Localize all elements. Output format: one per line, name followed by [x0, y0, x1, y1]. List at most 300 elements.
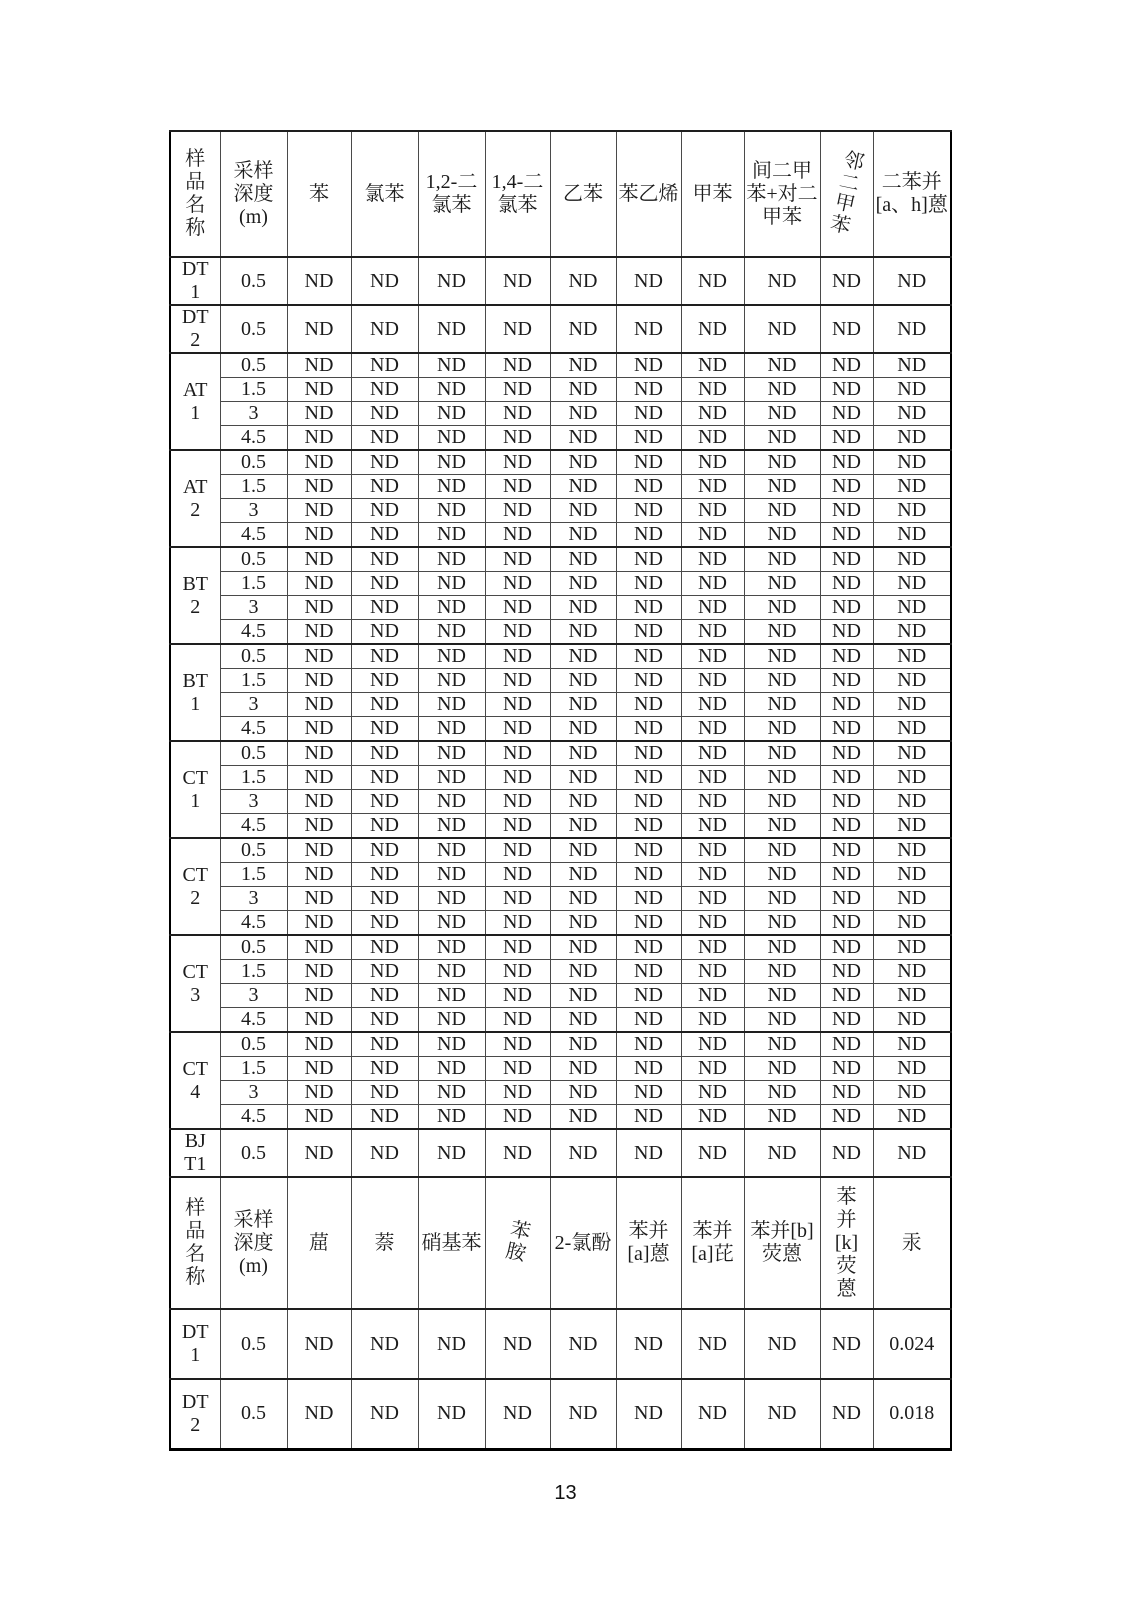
- value-cell: ND: [485, 1129, 550, 1177]
- value-cell: ND: [873, 838, 951, 863]
- depth-cell: 3: [220, 790, 287, 814]
- value-cell: ND: [873, 475, 951, 499]
- depth-cell: 0.5: [220, 741, 287, 766]
- value-cell: ND: [351, 935, 418, 960]
- value-cell: ND: [550, 572, 616, 596]
- value-cell: ND: [485, 547, 550, 572]
- value-cell: ND: [485, 644, 550, 669]
- value-cell: ND: [744, 984, 820, 1008]
- value-cell: ND: [744, 475, 820, 499]
- value-cell: ND: [681, 1032, 744, 1057]
- value-cell: ND: [550, 814, 616, 839]
- value-cell: ND: [873, 1105, 951, 1130]
- value-cell: ND: [820, 1105, 873, 1130]
- cell-text: 苯并[b]荧蒽: [750, 1220, 814, 1265]
- cell-text: 二苯并[a、h]蒽: [875, 171, 948, 216]
- value-cell: ND: [744, 1309, 820, 1379]
- cell-text: AT2: [183, 475, 208, 521]
- depth-cell: 3: [220, 693, 287, 717]
- value-cell: ND: [485, 1032, 550, 1057]
- value-cell: ND: [616, 572, 681, 596]
- header-analyte: [351, 131, 418, 257]
- header-sample-name: [170, 131, 220, 257]
- value-cell: ND: [418, 644, 485, 669]
- header-analyte: [550, 131, 616, 257]
- header-depth: [220, 1177, 287, 1309]
- value-cell: ND: [744, 1105, 820, 1130]
- value-cell: ND: [485, 353, 550, 378]
- value-cell: ND: [616, 547, 681, 572]
- cell-text: 2-氯酚: [554, 1231, 612, 1254]
- value-cell: ND: [287, 814, 351, 839]
- value-cell: ND: [616, 644, 681, 669]
- value-cell: ND: [744, 1081, 820, 1105]
- value-cell: ND: [351, 766, 418, 790]
- value-cell: ND: [744, 741, 820, 766]
- value-cell: ND: [550, 1057, 616, 1081]
- value-cell: ND: [681, 402, 744, 426]
- depth-cell: 1.5: [220, 863, 287, 887]
- value-cell: ND: [820, 814, 873, 839]
- value-cell: ND: [820, 523, 873, 548]
- value-cell: ND: [616, 863, 681, 887]
- value-cell: ND: [820, 620, 873, 645]
- value-cell: ND: [744, 257, 820, 305]
- value-cell: ND: [820, 911, 873, 936]
- value-cell: ND: [418, 911, 485, 936]
- cell-text: 甲苯: [692, 182, 733, 205]
- value-cell: 0.024: [873, 1309, 951, 1379]
- value-cell: ND: [820, 305, 873, 353]
- value-cell: ND: [351, 960, 418, 984]
- cell-text: DT2: [181, 1390, 209, 1436]
- value-cell: ND: [550, 1008, 616, 1033]
- value-cell: ND: [485, 766, 550, 790]
- value-cell: ND: [351, 450, 418, 475]
- value-cell: ND: [681, 1081, 744, 1105]
- sample-group-cell: [170, 1379, 220, 1449]
- value-cell: ND: [820, 378, 873, 402]
- value-cell: ND: [681, 984, 744, 1008]
- value-cell: ND: [485, 814, 550, 839]
- value-cell: ND: [681, 523, 744, 548]
- value-cell: ND: [873, 790, 951, 814]
- value-cell: ND: [681, 596, 744, 620]
- value-cell: ND: [744, 1129, 820, 1177]
- value-cell: ND: [681, 766, 744, 790]
- value-cell: ND: [550, 717, 616, 742]
- value-cell: ND: [681, 620, 744, 645]
- value-cell: ND: [418, 450, 485, 475]
- value-cell: ND: [287, 378, 351, 402]
- value-cell: ND: [351, 838, 418, 863]
- value-cell: ND: [550, 960, 616, 984]
- value-cell: ND: [485, 499, 550, 523]
- value-cell: ND: [485, 596, 550, 620]
- cell-text: BT2: [182, 572, 209, 618]
- header-analyte-vertical-text: 邻 二 甲 苯: [827, 148, 866, 238]
- value-cell: ND: [550, 644, 616, 669]
- cell-text: 1,2-二氯苯: [425, 171, 478, 216]
- value-cell: ND: [418, 960, 485, 984]
- value-cell: ND: [485, 960, 550, 984]
- value-cell: ND: [550, 426, 616, 451]
- value-cell: ND: [744, 669, 820, 693]
- value-cell: ND: [550, 935, 616, 960]
- value-cell: ND: [287, 1057, 351, 1081]
- value-cell: ND: [351, 257, 418, 305]
- value-cell: ND: [616, 596, 681, 620]
- value-cell: ND: [418, 402, 485, 426]
- value-cell: ND: [550, 1081, 616, 1105]
- value-cell: ND: [616, 1105, 681, 1130]
- value-cell: ND: [351, 790, 418, 814]
- value-cell: ND: [418, 257, 485, 305]
- value-cell: ND: [351, 1032, 418, 1057]
- depth-cell: 0.5: [220, 547, 287, 572]
- value-cell: ND: [418, 669, 485, 693]
- depth-cell: 0.5: [220, 838, 287, 863]
- value-cell: ND: [287, 257, 351, 305]
- value-cell: ND: [681, 572, 744, 596]
- value-cell: ND: [485, 572, 550, 596]
- value-cell: ND: [351, 814, 418, 839]
- value-cell: ND: [485, 475, 550, 499]
- value-cell: ND: [744, 693, 820, 717]
- value-cell: ND: [820, 887, 873, 911]
- value-cell: ND: [616, 1057, 681, 1081]
- value-cell: ND: [820, 790, 873, 814]
- value-cell: ND: [616, 523, 681, 548]
- depth-cell: 1.5: [220, 766, 287, 790]
- header-analyte: [550, 1177, 616, 1309]
- value-cell: ND: [873, 935, 951, 960]
- value-cell: ND: [418, 1081, 485, 1105]
- value-cell: ND: [744, 450, 820, 475]
- value-cell: ND: [616, 984, 681, 1008]
- value-cell: ND: [744, 523, 820, 548]
- value-cell: ND: [287, 1105, 351, 1130]
- value-cell: ND: [681, 693, 744, 717]
- depth-cell: 0.5: [220, 1309, 287, 1379]
- value-cell: ND: [485, 838, 550, 863]
- header-analyte: [744, 1177, 820, 1309]
- value-cell: ND: [485, 1081, 550, 1105]
- header-analyte: [873, 131, 951, 257]
- value-cell: ND: [550, 863, 616, 887]
- value-cell: ND: [418, 596, 485, 620]
- value-cell: ND: [550, 1032, 616, 1057]
- value-cell: ND: [485, 741, 550, 766]
- sample-group-cell: [170, 1309, 220, 1379]
- value-cell: ND: [820, 257, 873, 305]
- value-cell: ND: [550, 620, 616, 645]
- value-cell: ND: [287, 572, 351, 596]
- value-cell: ND: [485, 1008, 550, 1033]
- value-cell: ND: [418, 523, 485, 548]
- page-number: 13: [554, 1482, 577, 1504]
- value-cell: ND: [681, 669, 744, 693]
- value-cell: ND: [820, 644, 873, 669]
- value-cell: ND: [550, 596, 616, 620]
- header-analyte: [873, 1177, 951, 1309]
- value-cell: ND: [744, 402, 820, 426]
- value-cell: ND: [616, 475, 681, 499]
- value-cell: ND: [287, 1032, 351, 1057]
- value-cell: ND: [287, 790, 351, 814]
- sample-group-cell: [170, 305, 220, 353]
- value-cell: ND: [418, 717, 485, 742]
- value-cell: ND: [744, 1032, 820, 1057]
- value-cell: ND: [616, 960, 681, 984]
- value-cell: ND: [418, 1379, 485, 1449]
- value-cell: ND: [681, 1379, 744, 1449]
- value-cell: ND: [287, 1129, 351, 1177]
- value-cell: ND: [550, 305, 616, 353]
- value-cell: ND: [616, 305, 681, 353]
- sample-group-cell: [170, 644, 220, 741]
- sample-group-cell: [170, 838, 220, 935]
- value-cell: ND: [351, 1105, 418, 1130]
- header-analyte: [744, 131, 820, 257]
- value-cell: ND: [873, 499, 951, 523]
- value-cell: ND: [820, 353, 873, 378]
- cell-text: 1,4-二氯苯: [491, 171, 544, 216]
- value-cell: ND: [744, 547, 820, 572]
- value-cell: ND: [681, 911, 744, 936]
- cell-text: 乙苯: [563, 182, 603, 205]
- value-cell: ND: [351, 984, 418, 1008]
- value-cell: ND: [744, 499, 820, 523]
- value-cell: ND: [351, 1081, 418, 1105]
- value-cell: ND: [418, 1309, 485, 1379]
- value-cell: ND: [351, 741, 418, 766]
- value-cell: ND: [616, 669, 681, 693]
- value-cell: ND: [485, 426, 550, 451]
- value-cell: ND: [418, 838, 485, 863]
- value-cell: ND: [873, 693, 951, 717]
- value-cell: ND: [550, 693, 616, 717]
- value-cell: ND: [681, 1057, 744, 1081]
- value-cell: ND: [681, 1309, 744, 1379]
- value-cell: ND: [485, 620, 550, 645]
- value-cell: ND: [550, 499, 616, 523]
- value-cell: ND: [873, 523, 951, 548]
- cell-text: DT1: [181, 258, 209, 303]
- value-cell: ND: [820, 863, 873, 887]
- value-cell: ND: [287, 838, 351, 863]
- value-cell: ND: [351, 644, 418, 669]
- value-cell: ND: [418, 305, 485, 353]
- value-cell: ND: [681, 741, 744, 766]
- value-cell: ND: [820, 596, 873, 620]
- value-cell: ND: [681, 717, 744, 742]
- depth-cell: 1.5: [220, 475, 287, 499]
- value-cell: ND: [873, 257, 951, 305]
- cell-text: CT2: [182, 863, 209, 909]
- value-cell: ND: [616, 814, 681, 839]
- depth-cell: 0.5: [220, 1129, 287, 1177]
- cell-text: 苯并[a]芘: [691, 1220, 734, 1265]
- value-cell: ND: [351, 572, 418, 596]
- value-cell: ND: [616, 426, 681, 451]
- value-cell: ND: [287, 960, 351, 984]
- value-cell: ND: [820, 475, 873, 499]
- value-cell: ND: [418, 499, 485, 523]
- value-cell: ND: [485, 257, 550, 305]
- value-cell: ND: [550, 402, 616, 426]
- depth-cell: 0.5: [220, 1379, 287, 1449]
- depth-cell: 0.5: [220, 644, 287, 669]
- value-cell: ND: [287, 547, 351, 572]
- value-cell: ND: [873, 1008, 951, 1033]
- value-cell: ND: [681, 1008, 744, 1033]
- value-cell: ND: [418, 766, 485, 790]
- value-cell: ND: [744, 790, 820, 814]
- value-cell: ND: [820, 741, 873, 766]
- value-cell: ND: [485, 717, 550, 742]
- cell-text: DT2: [181, 306, 209, 351]
- value-cell: ND: [485, 984, 550, 1008]
- depth-cell: 3: [220, 1081, 287, 1105]
- value-cell: ND: [287, 766, 351, 790]
- value-cell: ND: [550, 475, 616, 499]
- value-cell: ND: [287, 935, 351, 960]
- cell-text: 苯乙烯: [618, 182, 679, 205]
- value-cell: ND: [351, 378, 418, 402]
- sample-group-cell: [170, 1129, 220, 1177]
- value-cell: ND: [351, 887, 418, 911]
- value-cell: ND: [287, 741, 351, 766]
- cell-text: 苯: [309, 182, 329, 205]
- value-cell: ND: [485, 935, 550, 960]
- depth-cell: 1.5: [220, 572, 287, 596]
- value-cell: ND: [351, 305, 418, 353]
- header-depth: [220, 131, 287, 257]
- depth-cell: 0.5: [220, 353, 287, 378]
- cell-text: 间二甲苯+对二甲苯: [746, 159, 818, 228]
- value-cell: ND: [485, 1105, 550, 1130]
- cell-text: CT3: [182, 960, 209, 1006]
- value-cell: ND: [681, 305, 744, 353]
- value-cell: ND: [873, 402, 951, 426]
- depth-cell: 4.5: [220, 911, 287, 936]
- value-cell: ND: [485, 402, 550, 426]
- value-cell: ND: [744, 1379, 820, 1449]
- header-analyte: [820, 131, 873, 257]
- cell-text: 汞: [901, 1231, 922, 1254]
- value-cell: ND: [681, 450, 744, 475]
- depth-cell: 0.5: [220, 450, 287, 475]
- depth-cell: 4.5: [220, 1105, 287, 1130]
- value-cell: ND: [820, 1008, 873, 1033]
- cell-text: CT4: [182, 1057, 209, 1103]
- value-cell: ND: [873, 863, 951, 887]
- value-cell: ND: [287, 475, 351, 499]
- value-cell: ND: [485, 887, 550, 911]
- depth-cell: 0.5: [220, 305, 287, 353]
- value-cell: ND: [485, 523, 550, 548]
- value-cell: ND: [616, 766, 681, 790]
- sample-group-cell: [170, 1032, 220, 1129]
- depth-cell: 0.5: [220, 1032, 287, 1057]
- value-cell: ND: [873, 911, 951, 936]
- header-analyte: [351, 1177, 418, 1309]
- value-cell: ND: [616, 1008, 681, 1033]
- value-cell: ND: [418, 1105, 485, 1130]
- depth-cell: 4.5: [220, 426, 287, 451]
- value-cell: 0.018: [873, 1379, 951, 1449]
- value-cell: ND: [873, 741, 951, 766]
- value-cell: ND: [418, 547, 485, 572]
- header-analyte: [287, 131, 351, 257]
- value-cell: ND: [418, 475, 485, 499]
- cell-text: 苯并[a]蒽: [627, 1220, 670, 1265]
- value-cell: ND: [485, 378, 550, 402]
- depth-cell: 1.5: [220, 960, 287, 984]
- value-cell: ND: [744, 935, 820, 960]
- value-cell: ND: [820, 1057, 873, 1081]
- value-cell: ND: [744, 960, 820, 984]
- value-cell: ND: [550, 1129, 616, 1177]
- value-cell: ND: [681, 935, 744, 960]
- header-analyte: [485, 131, 550, 257]
- value-cell: ND: [616, 257, 681, 305]
- value-cell: ND: [616, 741, 681, 766]
- value-cell: ND: [550, 766, 616, 790]
- value-cell: ND: [418, 935, 485, 960]
- value-cell: ND: [351, 596, 418, 620]
- value-cell: ND: [744, 620, 820, 645]
- value-cell: ND: [418, 1032, 485, 1057]
- value-cell: ND: [418, 693, 485, 717]
- value-cell: ND: [351, 402, 418, 426]
- value-cell: ND: [418, 814, 485, 839]
- value-cell: ND: [616, 499, 681, 523]
- value-cell: ND: [681, 499, 744, 523]
- value-cell: ND: [616, 790, 681, 814]
- value-cell: ND: [744, 378, 820, 402]
- value-cell: ND: [550, 547, 616, 572]
- value-cell: ND: [550, 838, 616, 863]
- value-cell: ND: [681, 887, 744, 911]
- value-cell: ND: [681, 426, 744, 451]
- value-cell: ND: [744, 644, 820, 669]
- header-analyte: [616, 131, 681, 257]
- value-cell: ND: [681, 353, 744, 378]
- value-cell: ND: [616, 838, 681, 863]
- depth-cell: 3: [220, 402, 287, 426]
- value-cell: ND: [418, 378, 485, 402]
- value-cell: ND: [744, 911, 820, 936]
- value-cell: ND: [873, 669, 951, 693]
- value-cell: ND: [550, 523, 616, 548]
- value-cell: ND: [744, 572, 820, 596]
- value-cell: ND: [485, 305, 550, 353]
- value-cell: ND: [287, 305, 351, 353]
- header-analyte: [485, 1177, 550, 1309]
- depth-cell: 1.5: [220, 669, 287, 693]
- value-cell: ND: [616, 693, 681, 717]
- depth-cell: 1.5: [220, 378, 287, 402]
- value-cell: ND: [820, 669, 873, 693]
- value-cell: ND: [820, 766, 873, 790]
- value-cell: ND: [287, 499, 351, 523]
- value-cell: ND: [616, 887, 681, 911]
- header-analyte: [418, 131, 485, 257]
- value-cell: ND: [418, 1057, 485, 1081]
- cell-text: 苯并[k]荧蒽: [834, 1185, 859, 1300]
